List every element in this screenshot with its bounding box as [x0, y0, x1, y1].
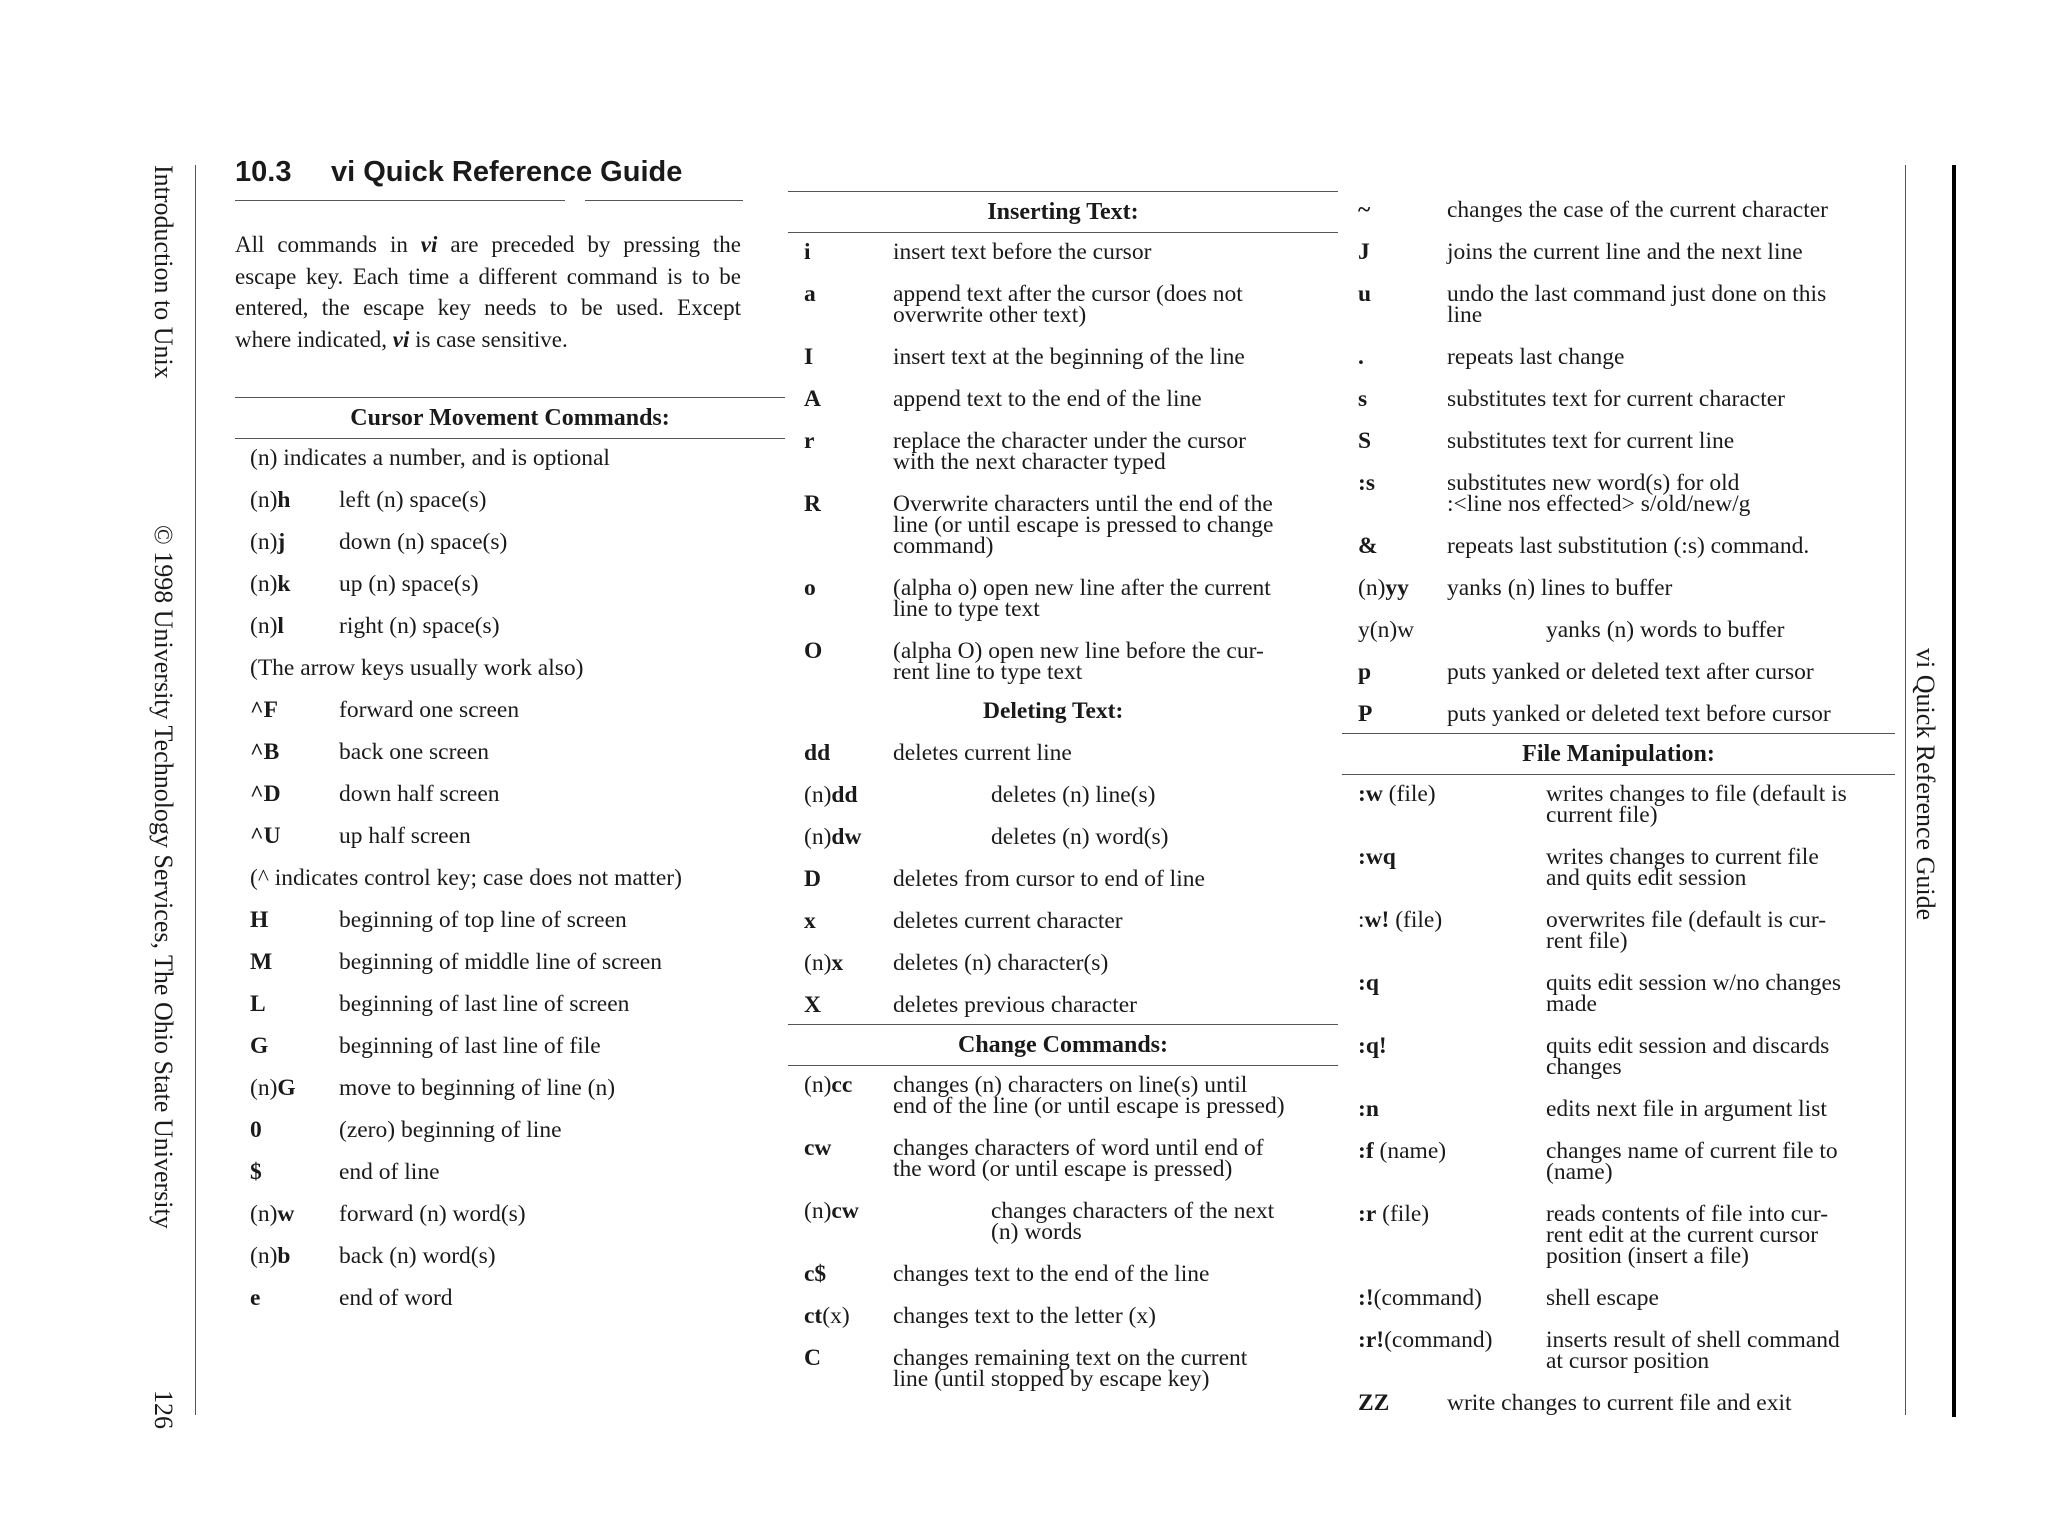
misc-command-desc: substitutes new word(s) for old	[1447, 470, 1740, 496]
file-command-desc: writes changes to file (default is	[1546, 781, 1847, 807]
file-command-desc: reads contents of file into cur-	[1546, 1201, 1829, 1227]
misc-command: &	[1358, 533, 1378, 559]
cursor-command-desc: down half screen	[339, 781, 500, 807]
file-command: :!(command)	[1358, 1285, 1482, 1311]
cursor-command-desc: forward one screen	[339, 697, 520, 723]
insert-command-desc: append text to the end of the line	[893, 386, 1202, 412]
file-command-desc: current file)	[1546, 802, 1658, 828]
misc-command: p	[1358, 659, 1372, 685]
cursor-command: (n)h	[250, 487, 291, 513]
file-command: :n	[1358, 1096, 1379, 1122]
change-command: c$	[804, 1261, 827, 1287]
insert-command-desc: replace the character under the cursor	[893, 428, 1246, 454]
delete-command: D	[804, 866, 821, 892]
delete-command-desc: deletes previous character	[893, 992, 1138, 1018]
cursor-note: (n) indicates a number, and is optional	[250, 445, 610, 471]
misc-command-desc: yanks (n) words to buffer	[1546, 617, 1785, 643]
section-number: 10.3	[235, 156, 292, 188]
misc-command: S	[1358, 428, 1372, 454]
insert-command: a	[804, 281, 816, 307]
cursor-command: (n)j	[250, 529, 286, 555]
insert-command: A	[804, 386, 821, 412]
margin-book-title: Introduction to Unix	[149, 165, 178, 379]
cursor-command: G	[250, 1033, 269, 1059]
cursor-command-desc: (zero) beginning of line	[339, 1117, 562, 1143]
insert-command-desc: overwrite other text)	[893, 302, 1087, 328]
left-margin-rule	[195, 165, 196, 1415]
change-section-title: Change Commands:	[788, 1024, 1338, 1066]
misc-command: u	[1358, 281, 1372, 307]
cursor-command: (n)b	[250, 1243, 291, 1269]
misc-command-desc: substitutes text for current character	[1447, 386, 1785, 412]
file-command-desc: quits edit session and discards	[1546, 1033, 1830, 1059]
margin-section-title: vi Quick Reference Guide	[1911, 648, 1940, 921]
file-command-desc: changes	[1546, 1054, 1622, 1080]
file-command-desc: at cursor position	[1546, 1348, 1710, 1374]
insert-command: I	[804, 344, 814, 370]
delete-command-desc: deletes current line	[893, 740, 1072, 766]
section-title: vi Quick Reference Guide	[331, 156, 683, 188]
delete-command: X	[804, 992, 821, 1018]
insert-command-desc: rent line to type text	[893, 659, 1083, 685]
insert-command-desc: line to type text	[893, 596, 1040, 622]
cursor-command-desc: move to beginning of line (n)	[339, 1075, 616, 1101]
insert-command: o	[804, 575, 816, 601]
change-command-desc: changes characters of word until end of	[893, 1135, 1264, 1161]
cursor-command: ^F	[250, 697, 279, 723]
cursor-section-title: Cursor Movement Commands:	[235, 397, 785, 439]
file-command: :q!	[1358, 1033, 1387, 1059]
file-command-desc: (name)	[1546, 1159, 1613, 1185]
misc-command-desc: repeats last change	[1447, 344, 1625, 370]
change-command-desc: line (until stopped by escape key)	[893, 1366, 1210, 1392]
cursor-command: (n)l	[250, 613, 284, 639]
delete-command: (n)dw	[804, 824, 862, 850]
file-command-desc: changes name of current file to	[1546, 1138, 1838, 1164]
cursor-command: (n)k	[250, 571, 291, 597]
change-command-desc: the word (or until escape is pressed)	[893, 1156, 1233, 1182]
cursor-command: ^B	[250, 739, 280, 765]
cursor-command: (n)w	[250, 1201, 295, 1227]
file-command: ZZ	[1358, 1390, 1390, 1416]
file-command-desc: rent file)	[1546, 928, 1628, 954]
insert-command-desc: append text after the cursor (does not	[893, 281, 1243, 307]
file-section-title: File Manipulation:	[1342, 733, 1895, 775]
section-heading	[235, 156, 682, 189]
cursor-command-desc: up (n) space(s)	[339, 571, 479, 597]
insert-command-desc: insert text at the beginning of the line	[893, 344, 1245, 370]
insert-command-desc: line (or until escape is pressed to change	[893, 512, 1274, 538]
delete-command: (n)x	[804, 950, 844, 976]
delete-command-desc: deletes from cursor to end of line	[893, 866, 1205, 892]
cursor-command-desc: down (n) space(s)	[339, 529, 508, 555]
cursor-command: 0	[250, 1117, 262, 1143]
misc-command-desc: :<line nos effected> s/old/new/g	[1447, 491, 1751, 517]
file-command-desc: rent edit at the current cursor	[1546, 1222, 1819, 1248]
cursor-note: (The arrow keys usually work also)	[250, 655, 584, 681]
cursor-command: $	[250, 1159, 262, 1185]
insert-command: i	[804, 239, 811, 265]
misc-command-desc: joins the current line and the next line	[1447, 239, 1803, 265]
page-number: 126	[149, 1390, 178, 1429]
cursor-command-desc: beginning of last line of screen	[339, 991, 630, 1017]
inserting-section-title: Inserting Text:	[788, 191, 1338, 233]
misc-command: (n)yy	[1358, 575, 1409, 601]
cursor-command-desc: forward (n) word(s)	[339, 1201, 526, 1227]
cursor-command: ^D	[250, 781, 281, 807]
insert-command-desc: with the next character typed	[893, 449, 1166, 475]
delete-command-desc: deletes current character	[893, 908, 1123, 934]
misc-command-desc: puts yanked or deleted text before cursor	[1447, 701, 1831, 727]
file-command-desc: writes changes to current file	[1546, 844, 1819, 870]
cursor-command: H	[250, 907, 269, 933]
file-command: :w! (file)	[1358, 907, 1443, 933]
cursor-command: L	[250, 991, 266, 1017]
misc-command: :s	[1358, 470, 1375, 496]
change-command-desc: (n) words	[991, 1219, 1082, 1245]
cursor-command-desc: back one screen	[339, 739, 490, 765]
misc-command-desc: undo the last command just done on this	[1447, 281, 1827, 307]
file-command-desc: made	[1546, 991, 1597, 1017]
change-command-desc: changes remaining text on the current	[893, 1345, 1248, 1371]
change-command-desc: changes (n) characters on line(s) until	[893, 1072, 1248, 1098]
heading-rule	[235, 200, 565, 201]
change-command-desc: end of the line (or until escape is pressed)	[893, 1093, 1285, 1119]
delete-command-desc: deletes (n) word(s)	[991, 824, 1169, 850]
intro-paragraph: All commands in vi are preceded by pressing the escape key. Each time a different command is to be entered, the escape key needs to be used. Except where indicated, vi is case sensitive.	[235, 232, 741, 352]
cursor-command: ^U	[250, 823, 281, 849]
change-command: cw	[804, 1135, 832, 1161]
misc-command-desc: line	[1447, 302, 1483, 328]
insert-command: R	[804, 491, 821, 517]
heading-rule	[585, 200, 743, 201]
misc-command: y(n)w	[1358, 617, 1415, 643]
change-command-desc: changes text to the end of the line	[893, 1261, 1210, 1287]
misc-command-desc: substitutes text for current line	[1447, 428, 1735, 454]
insert-command-desc: command)	[893, 533, 994, 559]
misc-command-desc: yanks (n) lines to buffer	[1447, 575, 1673, 601]
file-command-desc: and quits edit session	[1546, 865, 1747, 891]
change-command-desc: changes text to the letter (x)	[893, 1303, 1156, 1329]
misc-command: J	[1358, 239, 1370, 265]
cursor-command-desc: right (n) space(s)	[339, 613, 500, 639]
insert-command: O	[804, 638, 823, 664]
file-command-desc: shell escape	[1546, 1285, 1659, 1311]
change-command: (n)cc	[804, 1072, 853, 1098]
file-command-desc: write changes to current file and exit	[1447, 1390, 1792, 1416]
cursor-command-desc: left (n) space(s)	[339, 487, 487, 513]
cursor-command-desc: end of word	[339, 1285, 453, 1311]
insert-command-desc: (alpha O) open new line before the cur-	[893, 638, 1264, 664]
cursor-command-desc: back (n) word(s)	[339, 1243, 496, 1269]
insert-command-desc: Overwrite characters until the end of the	[893, 491, 1273, 517]
file-command-desc: position (insert a file)	[1546, 1243, 1749, 1269]
file-command: :f (name)	[1358, 1138, 1447, 1164]
file-command-desc: inserts result of shell command	[1546, 1327, 1840, 1353]
cursor-command-desc: beginning of last line of file	[339, 1033, 601, 1059]
cursor-command-desc: beginning of top line of screen	[339, 907, 627, 933]
insert-command: r	[804, 428, 815, 454]
change-command: C	[804, 1345, 821, 1371]
misc-command: ~	[1358, 197, 1371, 223]
right-thick-rule	[1952, 165, 1956, 1417]
cursor-note: (^ indicates control key; case does not matter)	[250, 865, 682, 891]
insert-command-desc: insert text before the cursor	[893, 239, 1152, 265]
delete-command: x	[804, 908, 816, 934]
change-command: ct(x)	[804, 1303, 850, 1329]
delete-command-desc: deletes (n) character(s)	[893, 950, 1109, 976]
cursor-command: e	[250, 1285, 261, 1311]
cursor-command-desc: end of line	[339, 1159, 440, 1185]
file-command: :q	[1358, 970, 1379, 996]
misc-command-desc: changes the case of the current character	[1447, 197, 1828, 223]
file-command: :r (file)	[1358, 1201, 1430, 1227]
cursor-command-desc: up half screen	[339, 823, 471, 849]
delete-command: (n)dd	[804, 782, 858, 808]
misc-command-desc: repeats last substitution (:s) command.	[1447, 533, 1810, 559]
file-command-desc: edits next file in argument list	[1546, 1096, 1827, 1122]
cursor-command-desc: beginning of middle line of screen	[339, 949, 663, 975]
delete-command-desc: deletes (n) line(s)	[991, 782, 1156, 808]
deleting-section-title: Deleting Text:	[983, 698, 1124, 724]
margin-copyright: © 1998 University Technology Services, The Ohio State University	[149, 525, 178, 1229]
misc-command: P	[1358, 701, 1373, 727]
insert-command-desc: (alpha o) open new line after the current	[893, 575, 1271, 601]
file-command: :r!(command)	[1358, 1327, 1493, 1353]
file-command: :w (file)	[1358, 781, 1436, 807]
change-command-desc: changes characters of the next	[991, 1198, 1275, 1224]
misc-command: .	[1358, 344, 1364, 370]
misc-command: s	[1358, 386, 1368, 412]
misc-command-desc: puts yanked or deleted text after cursor	[1447, 659, 1814, 685]
file-command-desc: quits edit session w/no changes	[1546, 970, 1842, 996]
cursor-command: M	[250, 949, 273, 975]
file-command: :wq	[1358, 844, 1396, 870]
file-command-desc: overwrites file (default is cur-	[1546, 907, 1827, 933]
delete-command: dd	[804, 740, 831, 766]
change-command: (n)cw	[804, 1198, 859, 1224]
cursor-command: (n)G	[250, 1075, 296, 1101]
right-margin-rule	[1905, 165, 1906, 1415]
